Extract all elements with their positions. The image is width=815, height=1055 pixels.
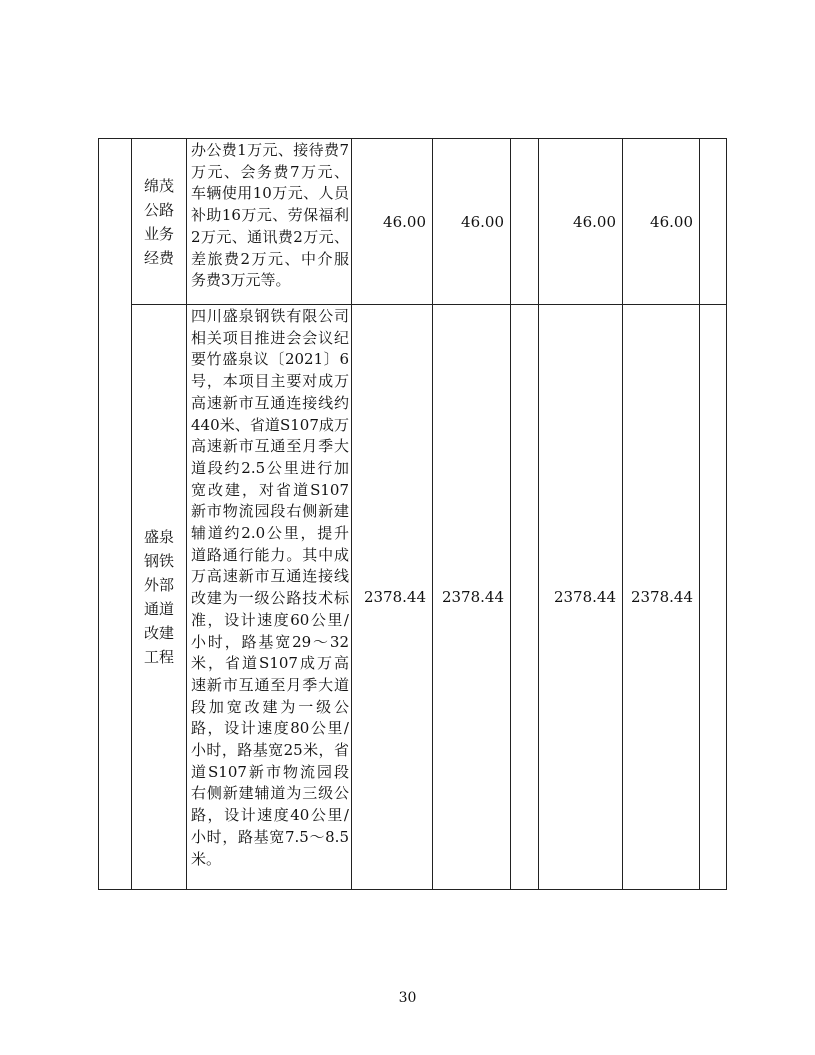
amount-cell-5: 2378.44 <box>623 305 700 890</box>
amount-cell-4: 2378.44 <box>539 305 623 890</box>
amount-cell-5: 46.00 <box>623 139 700 305</box>
amount-cell-6 <box>700 139 727 305</box>
budget-table <box>98 138 727 890</box>
amount-cell-6 <box>700 305 727 890</box>
amount-cell-2: 46.00 <box>433 139 511 305</box>
table-row-shengquan <box>99 305 727 890</box>
project-name: 盛泉钢铁外部通道改建工程 <box>143 528 174 666</box>
amount-cell-3 <box>511 139 539 305</box>
amount-cell-1: 46.00 <box>352 139 433 305</box>
amount-cell-4: 46.00 <box>539 139 623 305</box>
project-name: 绵茂公路业务经费 <box>143 176 174 267</box>
amount-cell-3 <box>511 305 539 890</box>
project-name-cell <box>132 139 187 305</box>
project-name-cell <box>132 305 187 890</box>
project-description: 办公费1万元、接待费7万元、会务费7万元、车辆使用10万元、人员补助16万元、劳保福利2万元、通讯费2万元、差旅费2万元、中介服务费3万元等。 <box>187 139 352 305</box>
blank-cell-rowgroup <box>99 139 132 890</box>
project-description: 四川盛泉钢铁有限公司相关项目推进会会议纪要竹盛泉议〔2021〕6号，本项目主要对成万高速新市互通连接线约440米、省道S107成万高速新市互通至月季大道段约2.5公里进行加宽改建，对省道S107新市物流园段右侧新建辅道约2.0公里，提升道路通行能力。其中成万高速新市互通连接线改建为一级公路技术标准，设计速度60公里/小时，路基宽29～32米，省道S107成万高速新市互通至月季大道段加宽改建为一级公路，设计速度80公里/小时，路基宽25米，省道S107新市物流园段右侧新建辅道为三级公路，设计速度40公里/小时，路基宽7.5～8.5米。 <box>187 305 352 890</box>
amount-cell-1: 2378.44 <box>352 305 433 890</box>
amount-cell-2: 2378.44 <box>433 305 511 890</box>
table-row-mianmao <box>99 139 727 305</box>
page-number: 30 <box>398 990 417 1006</box>
